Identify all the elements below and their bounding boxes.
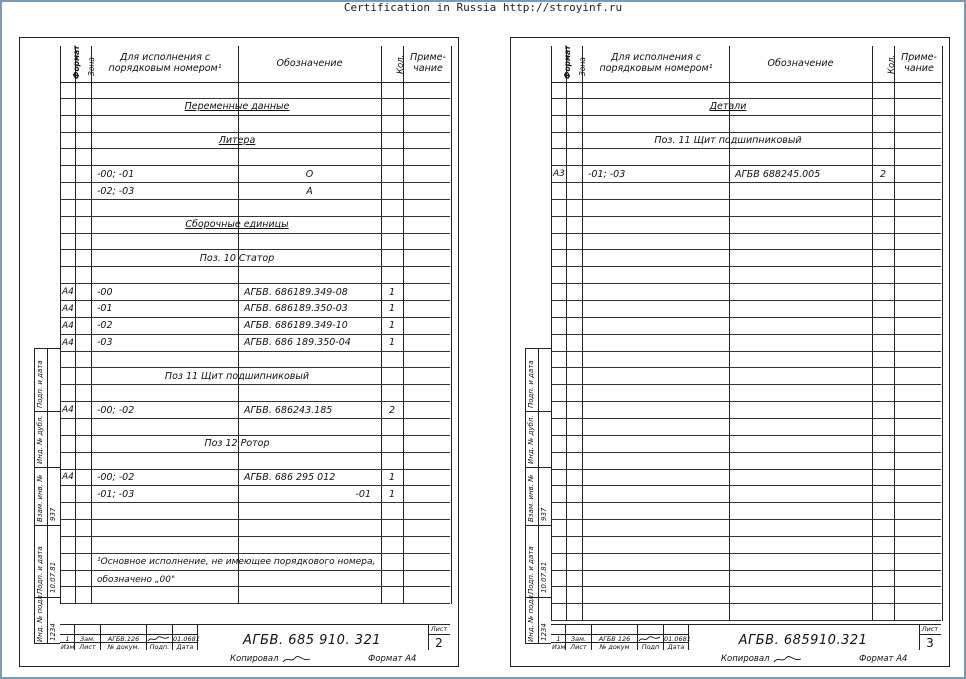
table-row (61, 82, 450, 99)
table-row (61, 318, 450, 335)
qty-cell: 1 (388, 471, 396, 483)
table-row (61, 284, 450, 301)
format-cell: А4 (62, 287, 74, 298)
designation-cell: АГБВ. 686189.349-10 (244, 320, 348, 332)
table-row (61, 470, 450, 487)
side-margin (525, 348, 551, 644)
side-margin (34, 348, 60, 644)
column-header-format: Формат (72, 45, 81, 79)
side-label: Подп. и дата (527, 360, 535, 408)
stamp-col-label: Дата (667, 643, 685, 651)
format-label: Формат А4 (368, 654, 417, 664)
stamp-value: АГБВ 126 (598, 635, 631, 643)
column-header-note: Приме- чание (410, 52, 446, 74)
table-row (61, 183, 450, 200)
table-row (61, 419, 450, 436)
qty-cell: 2 (879, 168, 887, 180)
qty-cell: 1 (388, 286, 396, 298)
side-h-divider (526, 467, 551, 468)
table-row (552, 368, 941, 385)
footnote-line-1: ¹Основное исполнение, не имеющее порядкового номера, (97, 556, 376, 567)
variant-cell: -00; -01 (97, 168, 135, 180)
side-value: 1234 (49, 623, 57, 641)
table-row (61, 402, 450, 419)
column-header-zone: Зона (87, 57, 96, 76)
variant-cell: -01; -03 (588, 168, 626, 180)
variant-cell: -00; -02 (97, 471, 135, 483)
table-row (552, 352, 941, 369)
spec-sheet-2 (19, 37, 459, 667)
sheet-label: Лист (921, 625, 939, 633)
stamp-value: Зам. (570, 635, 587, 643)
column-header-zone: Зона (578, 57, 587, 76)
sheet-number: 2 (435, 636, 443, 650)
column-divider (451, 46, 452, 604)
format-cell: А4 (62, 337, 74, 348)
table-row (552, 82, 941, 99)
table-row (61, 116, 450, 133)
table-row (552, 554, 941, 571)
signature-mark (147, 635, 171, 643)
copyist-signature (282, 655, 312, 665)
table-row (61, 520, 450, 537)
table-row (552, 200, 941, 217)
variant-cell: -02; -03 (97, 185, 135, 197)
stamp-col-label: Изм (552, 643, 566, 651)
designation-cell: АГБВ. 686 295 012 (244, 471, 336, 483)
table-row (61, 453, 450, 470)
table-row (61, 385, 450, 402)
column-divider (942, 46, 943, 621)
table-row (61, 166, 450, 183)
side-h-divider (35, 411, 60, 412)
section-title-text: Поз 12 Ротор (204, 438, 270, 450)
stamp-col-label: № докум. (107, 643, 140, 651)
side-label: Инд. № дубл. (527, 415, 535, 464)
side-label: Взам. инв. № (36, 474, 44, 522)
side-value: 10.07.81 (49, 561, 57, 593)
section-title-text: Поз. 11 Щит подшипниковый (654, 134, 802, 146)
copied-label: Копировал (230, 654, 279, 664)
stamp-value: 1 (65, 635, 70, 643)
table-row (61, 133, 450, 150)
stamp-value: 01.0681 (173, 635, 200, 643)
side-h-divider (35, 467, 60, 468)
stamp-value: Зам. (79, 635, 96, 643)
side-h-divider (526, 525, 551, 526)
source-header: Certification in Russia http://stroyinf.ru (343, 1, 623, 14)
spec-sheet-3 (510, 37, 950, 667)
table-row (61, 251, 450, 268)
side-divider (47, 349, 48, 643)
copied-label: Копировал (721, 654, 770, 664)
designation-cell: АГБВ. 686 189.350-04 (244, 337, 351, 349)
section-title (93, 368, 381, 384)
column-header-designation: Обозначение (276, 58, 343, 69)
table-row (552, 284, 941, 301)
sheet-number: 3 (926, 636, 934, 650)
qty-cell: 2 (388, 404, 396, 416)
section-title (93, 217, 381, 233)
table-row (61, 200, 450, 217)
variant-cell: -02 (97, 320, 113, 332)
variant-cell: -01 (97, 303, 113, 315)
copyist-signature (773, 655, 803, 665)
table-row (552, 183, 941, 200)
designation-cell: А (306, 185, 313, 197)
side-h-divider (526, 411, 551, 412)
section-title (93, 99, 381, 115)
table-row (61, 486, 450, 503)
section-title (93, 436, 381, 452)
table-row (552, 385, 941, 402)
format-cell: А3 (553, 169, 565, 180)
document-code: АГБВ. 685 910. 321 (242, 632, 382, 648)
table-row (61, 588, 450, 605)
designation-cell: АГБВ. 686189.350-03 (244, 303, 348, 315)
table-row (552, 402, 941, 419)
format-cell: А4 (62, 320, 74, 331)
side-label: Инд. № подл. (36, 592, 44, 642)
variant-cell: -00; -02 (97, 404, 135, 416)
spec-table (60, 46, 450, 604)
table-row (61, 368, 450, 385)
stamp-col-label: Дата (176, 643, 194, 651)
section-title-text: Детали (709, 101, 747, 113)
column-header-format: Формат (563, 45, 572, 79)
table-row (61, 217, 450, 234)
table-row (552, 486, 941, 503)
column-header-designation: Обозначение (767, 58, 834, 69)
table-row (552, 301, 941, 318)
title-block (60, 624, 450, 650)
section-title (584, 133, 872, 149)
side-label: Подп. и дата (36, 546, 44, 594)
column-header-variant: Для исполнения с порядковым номером¹ (108, 52, 222, 74)
table-row (552, 520, 941, 537)
sheet-label: Лист (430, 625, 448, 633)
side-divider (538, 349, 539, 643)
stamp-value: 1 (556, 635, 561, 643)
table-row (61, 99, 450, 116)
qty-cell: 1 (388, 337, 396, 349)
table-row (552, 571, 941, 588)
format-label: Формат А4 (859, 654, 908, 664)
qty-cell: 1 (388, 320, 396, 332)
section-title-text: Переменные данные (184, 101, 290, 113)
designation-cell: О (305, 168, 314, 180)
variant-cell: -01; -03 (97, 488, 135, 500)
stamp-col-label: Изм (61, 643, 75, 651)
table-row (552, 537, 941, 554)
stamp-col-label: Лист (79, 643, 96, 651)
table-row (552, 588, 941, 605)
table-row (61, 335, 450, 352)
table-row (61, 267, 450, 284)
stamp-value: 01.0681 (664, 635, 691, 643)
document-code: АГБВ. 685910.321 (738, 632, 868, 648)
sheet-box-divider (919, 634, 941, 635)
column-header-qty: Кол. (887, 54, 897, 74)
side-value: 1234 (540, 623, 548, 641)
table-row (552, 604, 941, 621)
table-row (552, 149, 941, 166)
sheet-box-divider (428, 634, 450, 635)
table-row (552, 419, 941, 436)
section-title (93, 133, 381, 149)
table-row (552, 470, 941, 487)
table-row (552, 335, 941, 352)
variant-cell: -00 (97, 286, 113, 298)
table-row (61, 436, 450, 453)
section-title-text: Поз. 10 Статор (199, 252, 275, 264)
title-block (551, 624, 941, 650)
variant-cell: -03 (97, 337, 113, 349)
spec-table (551, 46, 941, 621)
format-cell: А4 (62, 303, 74, 314)
side-value: 937 (49, 507, 57, 521)
format-cell: А4 (62, 472, 74, 483)
stamp-col-label: Подп (641, 643, 660, 651)
side-value: 10.07.81 (540, 561, 548, 593)
table-row (552, 436, 941, 453)
table-row (61, 301, 450, 318)
side-value: 937 (540, 507, 548, 521)
qty-cell: 1 (388, 488, 396, 500)
designation-cell: АГБВ. 686189.349-08 (244, 286, 348, 298)
table-row (552, 453, 941, 470)
section-title (93, 251, 381, 267)
section-title-text: Сборочные единицы (185, 219, 289, 231)
side-label: Взам. инв. № (527, 474, 535, 522)
designation-cell: АГБВ. 686243.185 (244, 404, 333, 416)
column-header-variant: Для исполнения с порядковым номером¹ (599, 52, 713, 74)
side-label: Подп. и дата (527, 546, 535, 594)
table-row (552, 217, 941, 234)
signature-mark (638, 635, 662, 643)
table-row (61, 234, 450, 251)
section-title-text: Литера (218, 134, 256, 146)
table-row (61, 149, 450, 166)
table-row (61, 352, 450, 369)
stamp-col-label: Подп. (149, 643, 170, 651)
table-row (61, 503, 450, 520)
side-label: Инд. № дубл. (36, 415, 44, 464)
section-title-text: Поз 11 Щит подшипниковый (164, 370, 310, 382)
table-row (552, 166, 941, 183)
side-label: Подп. и дата (36, 360, 44, 408)
designation-cell: -01 (355, 488, 371, 500)
table-row (552, 318, 941, 335)
table-row (552, 267, 941, 284)
column-header-note: Приме- чание (901, 52, 937, 74)
format-cell: А4 (62, 405, 74, 416)
stamp-value: АГБВ.126 (107, 635, 140, 643)
column-header-qty: Кол. (396, 54, 406, 74)
footnote-line-2: обозначено „00" (97, 574, 176, 585)
table-row (61, 537, 450, 554)
stamp-col-label: Лист (570, 643, 587, 651)
table-row (552, 234, 941, 251)
table-row (552, 251, 941, 268)
side-label: Инд. № подл. (527, 592, 535, 642)
qty-cell: 1 (388, 303, 396, 315)
section-title (584, 99, 872, 115)
designation-cell: АГБВ 688245.005 (735, 168, 821, 180)
table-row (552, 99, 941, 116)
stamp-col-label: № докум (599, 643, 630, 651)
table-row (552, 133, 941, 150)
table-row (552, 503, 941, 520)
table-row (552, 116, 941, 133)
side-h-divider (35, 525, 60, 526)
